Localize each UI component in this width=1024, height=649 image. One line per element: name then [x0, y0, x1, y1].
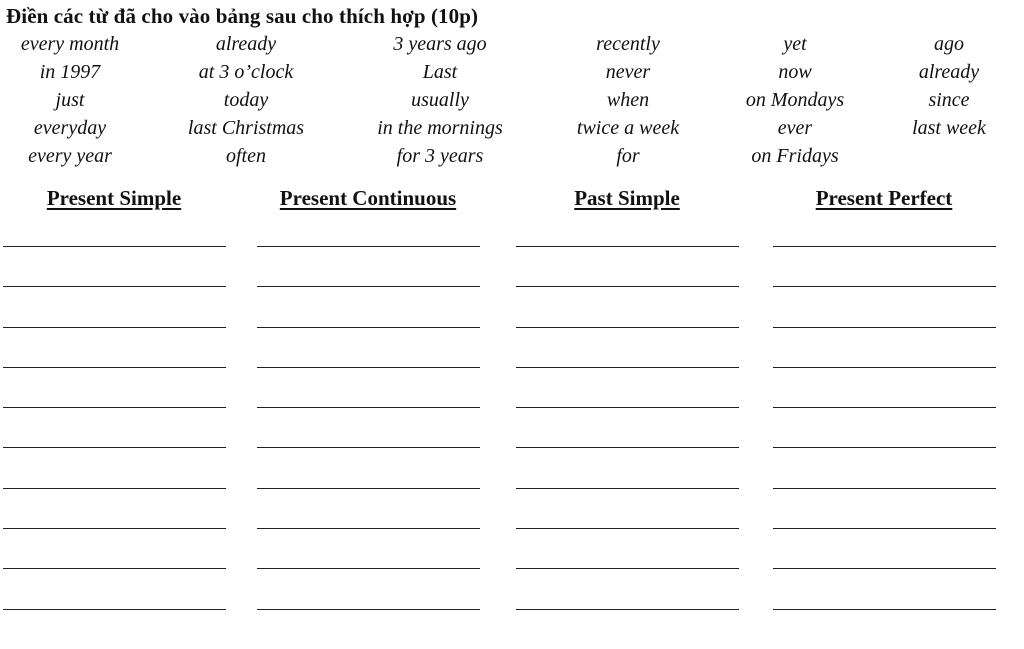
answer-line-row: [0, 367, 1024, 407]
word-chip: for 3 years: [396, 145, 484, 167]
word-chip: when: [606, 89, 650, 111]
answer-line-row: [0, 609, 1024, 649]
word-chip: on Mondays: [745, 89, 845, 111]
column-header-present-continuous: Present Continuous: [279, 186, 457, 210]
word-chip: 3 years ago: [393, 33, 487, 55]
word-chip: ever: [777, 117, 813, 139]
answer-line-row: [0, 246, 1024, 286]
word-chip: today: [223, 89, 269, 111]
answer-blank[interactable]: [257, 367, 480, 368]
word-chip: already: [918, 61, 980, 83]
answer-line-row: [0, 528, 1024, 568]
word-bank-row: [0, 30, 1024, 58]
answer-blank[interactable]: [516, 568, 739, 569]
answer-blank[interactable]: [257, 528, 480, 529]
answer-blank[interactable]: [3, 246, 226, 247]
word-chip: on Fridays: [751, 145, 839, 167]
word-chip: since: [928, 89, 970, 111]
word-chip: usually: [411, 89, 469, 111]
word-chip: last week: [912, 117, 986, 139]
answer-line-row: [0, 488, 1024, 528]
answer-blank[interactable]: [516, 407, 739, 408]
answer-blank[interactable]: [3, 488, 226, 489]
answer-blank[interactable]: [257, 488, 480, 489]
column-header-present-perfect: Present Perfect: [815, 186, 953, 210]
answer-blank[interactable]: [773, 447, 996, 448]
page-title: Điền các từ đã cho vào bảng sau cho thích hợp (10p): [6, 4, 479, 28]
answer-blank[interactable]: [516, 528, 739, 529]
answer-blank[interactable]: [257, 609, 480, 610]
column-headers: [0, 184, 1024, 214]
answer-blank[interactable]: [3, 367, 226, 368]
answer-blank[interactable]: [3, 327, 226, 328]
word-chip: last Christmas: [187, 117, 305, 139]
answer-blank[interactable]: [3, 407, 226, 408]
answer-blank[interactable]: [516, 286, 739, 287]
answer-blank[interactable]: [257, 568, 480, 569]
answer-blank[interactable]: [257, 327, 480, 328]
answer-blank[interactable]: [257, 407, 480, 408]
answer-blank[interactable]: [3, 447, 226, 448]
word-chip: now: [778, 61, 812, 83]
answer-blank[interactable]: [516, 609, 739, 610]
word-bank: [0, 30, 1024, 170]
answer-line-row: [0, 407, 1024, 447]
word-bank-row: [0, 142, 1024, 170]
answer-blank[interactable]: [773, 609, 996, 610]
answer-blank[interactable]: [3, 286, 226, 287]
word-chip: twice a week: [576, 117, 680, 139]
answer-blank[interactable]: [773, 327, 996, 328]
answer-blank[interactable]: [516, 246, 739, 247]
word-chip: in the mornings: [377, 117, 503, 139]
word-chip: everyday: [33, 117, 107, 139]
word-chip: just: [55, 89, 85, 111]
answer-line-row: [0, 568, 1024, 608]
column-header-past-simple: Past Simple: [574, 186, 680, 210]
word-chip: for: [616, 145, 640, 167]
column-header-present-simple: Present Simple: [46, 186, 182, 210]
word-bank-row: [0, 58, 1024, 86]
answer-blank[interactable]: [773, 367, 996, 368]
answer-blank[interactable]: [773, 286, 996, 287]
word-chip: Last: [422, 61, 458, 83]
word-chip: in 1997: [39, 61, 101, 83]
word-bank-row: [0, 86, 1024, 114]
answer-blank[interactable]: [773, 568, 996, 569]
answer-blank[interactable]: [516, 367, 739, 368]
word-chip: already: [215, 33, 277, 55]
word-chip: never: [605, 61, 651, 83]
word-chip: yet: [783, 33, 807, 55]
answer-blank[interactable]: [516, 488, 739, 489]
answer-blank[interactable]: [773, 246, 996, 247]
answer-line-row: [0, 286, 1024, 326]
answer-blank[interactable]: [773, 528, 996, 529]
word-chip: ago: [934, 33, 964, 55]
word-chip: recently: [596, 33, 660, 55]
word-chip: every year: [28, 145, 112, 167]
answer-blank[interactable]: [516, 447, 739, 448]
answer-blank[interactable]: [3, 609, 226, 610]
answer-blank[interactable]: [773, 407, 996, 408]
answer-blank[interactable]: [257, 286, 480, 287]
answer-lines: [0, 246, 1024, 649]
answer-blank[interactable]: [3, 528, 226, 529]
answer-blank[interactable]: [516, 327, 739, 328]
answer-blank[interactable]: [257, 246, 480, 247]
answer-blank[interactable]: [257, 447, 480, 448]
word-bank-row: [0, 114, 1024, 142]
word-chip: at 3 o’clock: [198, 61, 294, 83]
word-chip: every month: [20, 33, 120, 55]
answer-blank[interactable]: [773, 488, 996, 489]
answer-line-row: [0, 327, 1024, 367]
answer-blank[interactable]: [3, 568, 226, 569]
word-chip: often: [226, 145, 266, 167]
answer-line-row: [0, 447, 1024, 487]
